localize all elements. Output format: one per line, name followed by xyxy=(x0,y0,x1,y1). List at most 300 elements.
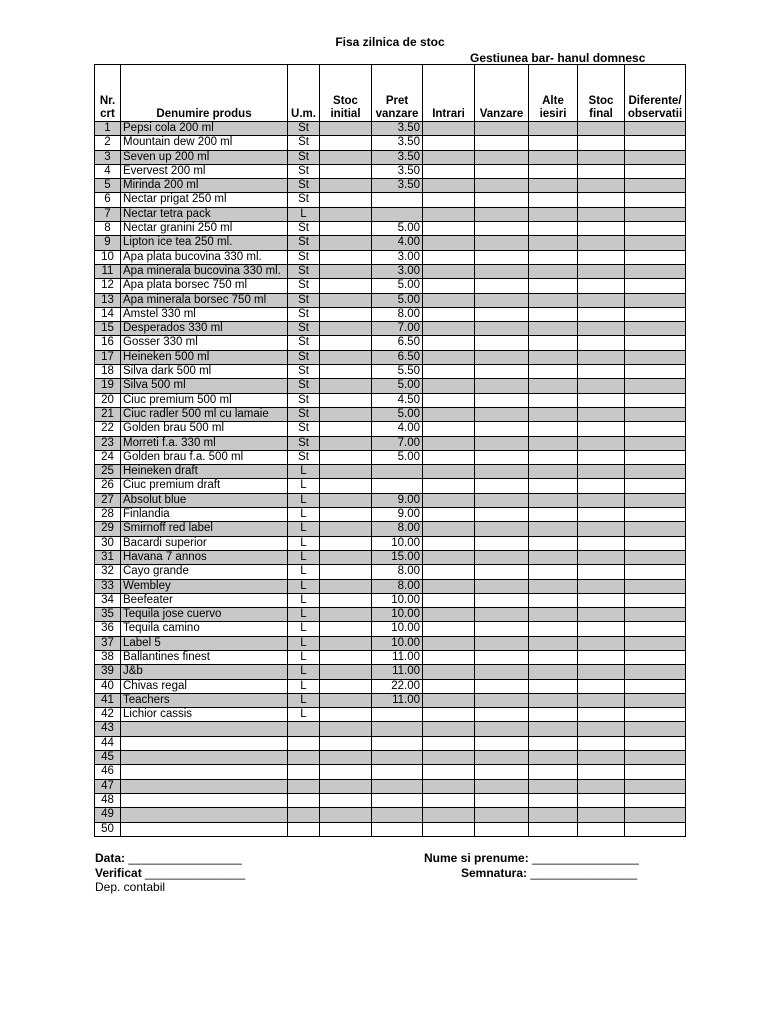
stoc-initial-cell[interactable] xyxy=(320,765,372,779)
alte-iesiri-cell[interactable] xyxy=(529,765,578,779)
diferente-cell[interactable] xyxy=(625,793,686,807)
stoc-initial-cell[interactable] xyxy=(320,164,372,178)
alte-iesiri-cell[interactable] xyxy=(529,307,578,321)
diferente-cell[interactable] xyxy=(625,322,686,336)
stoc-initial-cell[interactable] xyxy=(320,407,372,421)
diferente-cell[interactable] xyxy=(625,693,686,707)
diferente-cell[interactable] xyxy=(625,493,686,507)
intrari-cell[interactable] xyxy=(423,307,475,321)
stoc-initial-cell[interactable] xyxy=(320,436,372,450)
stoc-final-cell[interactable] xyxy=(578,751,625,765)
alte-iesiri-cell[interactable] xyxy=(529,293,578,307)
diferente-cell[interactable] xyxy=(625,236,686,250)
intrari-cell[interactable] xyxy=(423,164,475,178)
alte-iesiri-cell[interactable] xyxy=(529,579,578,593)
diferente-cell[interactable] xyxy=(625,422,686,436)
stoc-final-cell[interactable] xyxy=(578,736,625,750)
stoc-final-cell[interactable] xyxy=(578,250,625,264)
stoc-initial-cell[interactable] xyxy=(320,307,372,321)
stoc-initial-cell[interactable] xyxy=(320,708,372,722)
diferente-cell[interactable] xyxy=(625,136,686,150)
stoc-initial-cell[interactable] xyxy=(320,736,372,750)
diferente-cell[interactable] xyxy=(625,393,686,407)
stoc-final-cell[interactable] xyxy=(578,393,625,407)
vanzare-cell[interactable] xyxy=(475,679,529,693)
intrari-cell[interactable] xyxy=(423,808,475,822)
intrari-cell[interactable] xyxy=(423,822,475,836)
stoc-final-cell[interactable] xyxy=(578,765,625,779)
stoc-initial-cell[interactable] xyxy=(320,808,372,822)
intrari-cell[interactable] xyxy=(423,322,475,336)
vanzare-cell[interactable] xyxy=(475,122,529,136)
stoc-initial-cell[interactable] xyxy=(320,465,372,479)
intrari-cell[interactable] xyxy=(423,250,475,264)
diferente-cell[interactable] xyxy=(625,522,686,536)
alte-iesiri-cell[interactable] xyxy=(529,407,578,421)
semnatura-line[interactable]: ________________ xyxy=(530,866,638,880)
alte-iesiri-cell[interactable] xyxy=(529,279,578,293)
stoc-initial-cell[interactable] xyxy=(320,665,372,679)
stoc-final-cell[interactable] xyxy=(578,207,625,221)
vanzare-cell[interactable] xyxy=(475,264,529,278)
intrari-cell[interactable] xyxy=(423,422,475,436)
vanzare-cell[interactable] xyxy=(475,236,529,250)
intrari-cell[interactable] xyxy=(423,436,475,450)
stoc-final-cell[interactable] xyxy=(578,779,625,793)
alte-iesiri-cell[interactable] xyxy=(529,207,578,221)
vanzare-cell[interactable] xyxy=(475,350,529,364)
stoc-final-cell[interactable] xyxy=(578,722,625,736)
diferente-cell[interactable] xyxy=(625,593,686,607)
vanzare-cell[interactable] xyxy=(475,736,529,750)
vanzare-cell[interactable] xyxy=(475,322,529,336)
intrari-cell[interactable] xyxy=(423,736,475,750)
stoc-final-cell[interactable] xyxy=(578,822,625,836)
stoc-final-cell[interactable] xyxy=(578,636,625,650)
stoc-initial-cell[interactable] xyxy=(320,422,372,436)
stoc-initial-cell[interactable] xyxy=(320,393,372,407)
stoc-initial-cell[interactable] xyxy=(320,636,372,650)
intrari-cell[interactable] xyxy=(423,693,475,707)
alte-iesiri-cell[interactable] xyxy=(529,679,578,693)
alte-iesiri-cell[interactable] xyxy=(529,636,578,650)
stoc-final-cell[interactable] xyxy=(578,322,625,336)
stoc-initial-cell[interactable] xyxy=(320,250,372,264)
diferente-cell[interactable] xyxy=(625,222,686,236)
stoc-final-cell[interactable] xyxy=(578,565,625,579)
intrari-cell[interactable] xyxy=(423,450,475,464)
diferente-cell[interactable] xyxy=(625,350,686,364)
diferente-cell[interactable] xyxy=(625,164,686,178)
vanzare-cell[interactable] xyxy=(475,793,529,807)
intrari-cell[interactable] xyxy=(423,493,475,507)
intrari-cell[interactable] xyxy=(423,350,475,364)
vanzare-cell[interactable] xyxy=(475,407,529,421)
stoc-final-cell[interactable] xyxy=(578,708,625,722)
vanzare-cell[interactable] xyxy=(475,465,529,479)
alte-iesiri-cell[interactable] xyxy=(529,379,578,393)
vanzare-cell[interactable] xyxy=(475,365,529,379)
stoc-initial-cell[interactable] xyxy=(320,822,372,836)
stoc-final-cell[interactable] xyxy=(578,650,625,664)
stoc-final-cell[interactable] xyxy=(578,522,625,536)
intrari-cell[interactable] xyxy=(423,136,475,150)
stoc-initial-cell[interactable] xyxy=(320,136,372,150)
alte-iesiri-cell[interactable] xyxy=(529,393,578,407)
intrari-cell[interactable] xyxy=(423,150,475,164)
alte-iesiri-cell[interactable] xyxy=(529,622,578,636)
intrari-cell[interactable] xyxy=(423,264,475,278)
stoc-final-cell[interactable] xyxy=(578,422,625,436)
alte-iesiri-cell[interactable] xyxy=(529,493,578,507)
stoc-initial-cell[interactable] xyxy=(320,322,372,336)
alte-iesiri-cell[interactable] xyxy=(529,122,578,136)
stoc-initial-cell[interactable] xyxy=(320,150,372,164)
diferente-cell[interactable] xyxy=(625,608,686,622)
vanzare-cell[interactable] xyxy=(475,665,529,679)
intrari-cell[interactable] xyxy=(423,236,475,250)
stoc-final-cell[interactable] xyxy=(578,179,625,193)
alte-iesiri-cell[interactable] xyxy=(529,193,578,207)
vanzare-cell[interactable] xyxy=(475,279,529,293)
vanzare-cell[interactable] xyxy=(475,136,529,150)
stoc-initial-cell[interactable] xyxy=(320,536,372,550)
stoc-initial-cell[interactable] xyxy=(320,122,372,136)
intrari-cell[interactable] xyxy=(423,751,475,765)
stoc-final-cell[interactable] xyxy=(578,550,625,564)
intrari-cell[interactable] xyxy=(423,193,475,207)
diferente-cell[interactable] xyxy=(625,250,686,264)
intrari-cell[interactable] xyxy=(423,465,475,479)
vanzare-cell[interactable] xyxy=(475,250,529,264)
alte-iesiri-cell[interactable] xyxy=(529,793,578,807)
alte-iesiri-cell[interactable] xyxy=(529,565,578,579)
stoc-initial-cell[interactable] xyxy=(320,779,372,793)
vanzare-cell[interactable] xyxy=(475,336,529,350)
stoc-initial-cell[interactable] xyxy=(320,193,372,207)
vanzare-cell[interactable] xyxy=(475,751,529,765)
stoc-final-cell[interactable] xyxy=(578,236,625,250)
verificat-line[interactable]: _______________ xyxy=(145,866,246,880)
stoc-initial-cell[interactable] xyxy=(320,751,372,765)
stoc-final-cell[interactable] xyxy=(578,465,625,479)
intrari-cell[interactable] xyxy=(423,579,475,593)
diferente-cell[interactable] xyxy=(625,307,686,321)
diferente-cell[interactable] xyxy=(625,293,686,307)
alte-iesiri-cell[interactable] xyxy=(529,650,578,664)
stoc-final-cell[interactable] xyxy=(578,536,625,550)
stoc-final-cell[interactable] xyxy=(578,122,625,136)
stoc-final-cell[interactable] xyxy=(578,693,625,707)
vanzare-cell[interactable] xyxy=(475,293,529,307)
intrari-cell[interactable] xyxy=(423,393,475,407)
vanzare-cell[interactable] xyxy=(475,536,529,550)
stoc-final-cell[interactable] xyxy=(578,193,625,207)
stoc-initial-cell[interactable] xyxy=(320,593,372,607)
diferente-cell[interactable] xyxy=(625,365,686,379)
diferente-cell[interactable] xyxy=(625,636,686,650)
alte-iesiri-cell[interactable] xyxy=(529,822,578,836)
stoc-initial-cell[interactable] xyxy=(320,379,372,393)
stoc-initial-cell[interactable] xyxy=(320,179,372,193)
alte-iesiri-cell[interactable] xyxy=(529,365,578,379)
vanzare-cell[interactable] xyxy=(475,593,529,607)
diferente-cell[interactable] xyxy=(625,650,686,664)
intrari-cell[interactable] xyxy=(423,336,475,350)
vanzare-cell[interactable] xyxy=(475,765,529,779)
vanzare-cell[interactable] xyxy=(475,422,529,436)
diferente-cell[interactable] xyxy=(625,736,686,750)
intrari-cell[interactable] xyxy=(423,179,475,193)
alte-iesiri-cell[interactable] xyxy=(529,693,578,707)
stoc-initial-cell[interactable] xyxy=(320,293,372,307)
intrari-cell[interactable] xyxy=(423,365,475,379)
diferente-cell[interactable] xyxy=(625,508,686,522)
stoc-initial-cell[interactable] xyxy=(320,693,372,707)
alte-iesiri-cell[interactable] xyxy=(529,264,578,278)
stoc-initial-cell[interactable] xyxy=(320,565,372,579)
diferente-cell[interactable] xyxy=(625,379,686,393)
alte-iesiri-cell[interactable] xyxy=(529,436,578,450)
alte-iesiri-cell[interactable] xyxy=(529,465,578,479)
vanzare-cell[interactable] xyxy=(475,693,529,707)
stoc-initial-cell[interactable] xyxy=(320,279,372,293)
vanzare-cell[interactable] xyxy=(475,179,529,193)
diferente-cell[interactable] xyxy=(625,565,686,579)
vanzare-cell[interactable] xyxy=(475,708,529,722)
alte-iesiri-cell[interactable] xyxy=(529,350,578,364)
vanzare-cell[interactable] xyxy=(475,650,529,664)
vanzare-cell[interactable] xyxy=(475,822,529,836)
diferente-cell[interactable] xyxy=(625,465,686,479)
vanzare-cell[interactable] xyxy=(475,379,529,393)
stoc-initial-cell[interactable] xyxy=(320,679,372,693)
intrari-cell[interactable] xyxy=(423,508,475,522)
intrari-cell[interactable] xyxy=(423,279,475,293)
stoc-initial-cell[interactable] xyxy=(320,479,372,493)
alte-iesiri-cell[interactable] xyxy=(529,508,578,522)
vanzare-cell[interactable] xyxy=(475,622,529,636)
intrari-cell[interactable] xyxy=(423,665,475,679)
vanzare-cell[interactable] xyxy=(475,393,529,407)
stoc-final-cell[interactable] xyxy=(578,793,625,807)
intrari-cell[interactable] xyxy=(423,608,475,622)
intrari-cell[interactable] xyxy=(423,622,475,636)
intrari-cell[interactable] xyxy=(423,407,475,421)
stoc-final-cell[interactable] xyxy=(578,493,625,507)
intrari-cell[interactable] xyxy=(423,708,475,722)
stoc-initial-cell[interactable] xyxy=(320,579,372,593)
alte-iesiri-cell[interactable] xyxy=(529,222,578,236)
diferente-cell[interactable] xyxy=(625,622,686,636)
stoc-final-cell[interactable] xyxy=(578,336,625,350)
alte-iesiri-cell[interactable] xyxy=(529,808,578,822)
intrari-cell[interactable] xyxy=(423,765,475,779)
vanzare-cell[interactable] xyxy=(475,508,529,522)
vanzare-cell[interactable] xyxy=(475,207,529,221)
intrari-cell[interactable] xyxy=(423,722,475,736)
intrari-cell[interactable] xyxy=(423,593,475,607)
stoc-final-cell[interactable] xyxy=(578,293,625,307)
stoc-initial-cell[interactable] xyxy=(320,793,372,807)
diferente-cell[interactable] xyxy=(625,550,686,564)
stoc-final-cell[interactable] xyxy=(578,450,625,464)
diferente-cell[interactable] xyxy=(625,179,686,193)
intrari-cell[interactable] xyxy=(423,379,475,393)
alte-iesiri-cell[interactable] xyxy=(529,722,578,736)
diferente-cell[interactable] xyxy=(625,336,686,350)
vanzare-cell[interactable] xyxy=(475,450,529,464)
stoc-initial-cell[interactable] xyxy=(320,650,372,664)
stoc-initial-cell[interactable] xyxy=(320,522,372,536)
diferente-cell[interactable] xyxy=(625,679,686,693)
stoc-final-cell[interactable] xyxy=(578,279,625,293)
diferente-cell[interactable] xyxy=(625,150,686,164)
alte-iesiri-cell[interactable] xyxy=(529,450,578,464)
diferente-cell[interactable] xyxy=(625,779,686,793)
diferente-cell[interactable] xyxy=(625,479,686,493)
alte-iesiri-cell[interactable] xyxy=(529,336,578,350)
vanzare-cell[interactable] xyxy=(475,550,529,564)
stoc-final-cell[interactable] xyxy=(578,365,625,379)
alte-iesiri-cell[interactable] xyxy=(529,179,578,193)
vanzare-cell[interactable] xyxy=(475,522,529,536)
alte-iesiri-cell[interactable] xyxy=(529,250,578,264)
diferente-cell[interactable] xyxy=(625,822,686,836)
stoc-initial-cell[interactable] xyxy=(320,350,372,364)
vanzare-cell[interactable] xyxy=(475,150,529,164)
stoc-final-cell[interactable] xyxy=(578,436,625,450)
nume-line[interactable]: ________________ xyxy=(532,851,639,865)
alte-iesiri-cell[interactable] xyxy=(529,322,578,336)
vanzare-cell[interactable] xyxy=(475,565,529,579)
alte-iesiri-cell[interactable] xyxy=(529,522,578,536)
vanzare-cell[interactable] xyxy=(475,479,529,493)
intrari-cell[interactable] xyxy=(423,207,475,221)
diferente-cell[interactable] xyxy=(625,122,686,136)
alte-iesiri-cell[interactable] xyxy=(529,236,578,250)
data-line[interactable]: _________________ xyxy=(128,851,242,865)
stoc-final-cell[interactable] xyxy=(578,350,625,364)
stoc-final-cell[interactable] xyxy=(578,608,625,622)
stoc-final-cell[interactable] xyxy=(578,622,625,636)
stoc-initial-cell[interactable] xyxy=(320,608,372,622)
intrari-cell[interactable] xyxy=(423,522,475,536)
alte-iesiri-cell[interactable] xyxy=(529,593,578,607)
stoc-initial-cell[interactable] xyxy=(320,450,372,464)
stoc-final-cell[interactable] xyxy=(578,579,625,593)
alte-iesiri-cell[interactable] xyxy=(529,608,578,622)
intrari-cell[interactable] xyxy=(423,650,475,664)
diferente-cell[interactable] xyxy=(625,708,686,722)
alte-iesiri-cell[interactable] xyxy=(529,164,578,178)
intrari-cell[interactable] xyxy=(423,122,475,136)
diferente-cell[interactable] xyxy=(625,765,686,779)
alte-iesiri-cell[interactable] xyxy=(529,665,578,679)
vanzare-cell[interactable] xyxy=(475,722,529,736)
vanzare-cell[interactable] xyxy=(475,579,529,593)
stoc-final-cell[interactable] xyxy=(578,679,625,693)
vanzare-cell[interactable] xyxy=(475,636,529,650)
vanzare-cell[interactable] xyxy=(475,164,529,178)
intrari-cell[interactable] xyxy=(423,793,475,807)
alte-iesiri-cell[interactable] xyxy=(529,779,578,793)
diferente-cell[interactable] xyxy=(625,579,686,593)
alte-iesiri-cell[interactable] xyxy=(529,479,578,493)
stoc-initial-cell[interactable] xyxy=(320,550,372,564)
diferente-cell[interactable] xyxy=(625,407,686,421)
stoc-final-cell[interactable] xyxy=(578,808,625,822)
diferente-cell[interactable] xyxy=(625,193,686,207)
stoc-initial-cell[interactable] xyxy=(320,493,372,507)
diferente-cell[interactable] xyxy=(625,264,686,278)
vanzare-cell[interactable] xyxy=(475,779,529,793)
vanzare-cell[interactable] xyxy=(475,493,529,507)
stoc-initial-cell[interactable] xyxy=(320,365,372,379)
vanzare-cell[interactable] xyxy=(475,436,529,450)
vanzare-cell[interactable] xyxy=(475,808,529,822)
alte-iesiri-cell[interactable] xyxy=(529,736,578,750)
stoc-final-cell[interactable] xyxy=(578,164,625,178)
stoc-final-cell[interactable] xyxy=(578,379,625,393)
intrari-cell[interactable] xyxy=(423,550,475,564)
diferente-cell[interactable] xyxy=(625,450,686,464)
intrari-cell[interactable] xyxy=(423,565,475,579)
stoc-final-cell[interactable] xyxy=(578,150,625,164)
vanzare-cell[interactable] xyxy=(475,193,529,207)
stoc-final-cell[interactable] xyxy=(578,593,625,607)
diferente-cell[interactable] xyxy=(625,436,686,450)
intrari-cell[interactable] xyxy=(423,479,475,493)
stoc-initial-cell[interactable] xyxy=(320,508,372,522)
alte-iesiri-cell[interactable] xyxy=(529,422,578,436)
vanzare-cell[interactable] xyxy=(475,222,529,236)
stoc-initial-cell[interactable] xyxy=(320,222,372,236)
intrari-cell[interactable] xyxy=(423,293,475,307)
stoc-final-cell[interactable] xyxy=(578,479,625,493)
vanzare-cell[interactable] xyxy=(475,307,529,321)
intrari-cell[interactable] xyxy=(423,536,475,550)
stoc-initial-cell[interactable] xyxy=(320,622,372,636)
alte-iesiri-cell[interactable] xyxy=(529,136,578,150)
diferente-cell[interactable] xyxy=(625,279,686,293)
stoc-final-cell[interactable] xyxy=(578,222,625,236)
alte-iesiri-cell[interactable] xyxy=(529,536,578,550)
diferente-cell[interactable] xyxy=(625,722,686,736)
alte-iesiri-cell[interactable] xyxy=(529,550,578,564)
intrari-cell[interactable] xyxy=(423,222,475,236)
intrari-cell[interactable] xyxy=(423,679,475,693)
stoc-initial-cell[interactable] xyxy=(320,722,372,736)
stoc-final-cell[interactable] xyxy=(578,307,625,321)
stoc-initial-cell[interactable] xyxy=(320,264,372,278)
stoc-initial-cell[interactable] xyxy=(320,236,372,250)
diferente-cell[interactable] xyxy=(625,751,686,765)
alte-iesiri-cell[interactable] xyxy=(529,751,578,765)
diferente-cell[interactable] xyxy=(625,808,686,822)
stoc-final-cell[interactable] xyxy=(578,665,625,679)
intrari-cell[interactable] xyxy=(423,636,475,650)
stoc-initial-cell[interactable] xyxy=(320,207,372,221)
vanzare-cell[interactable] xyxy=(475,608,529,622)
diferente-cell[interactable] xyxy=(625,536,686,550)
diferente-cell[interactable] xyxy=(625,665,686,679)
stoc-initial-cell[interactable] xyxy=(320,336,372,350)
stoc-final-cell[interactable] xyxy=(578,264,625,278)
stoc-final-cell[interactable] xyxy=(578,136,625,150)
stoc-final-cell[interactable] xyxy=(578,508,625,522)
diferente-cell[interactable] xyxy=(625,207,686,221)
